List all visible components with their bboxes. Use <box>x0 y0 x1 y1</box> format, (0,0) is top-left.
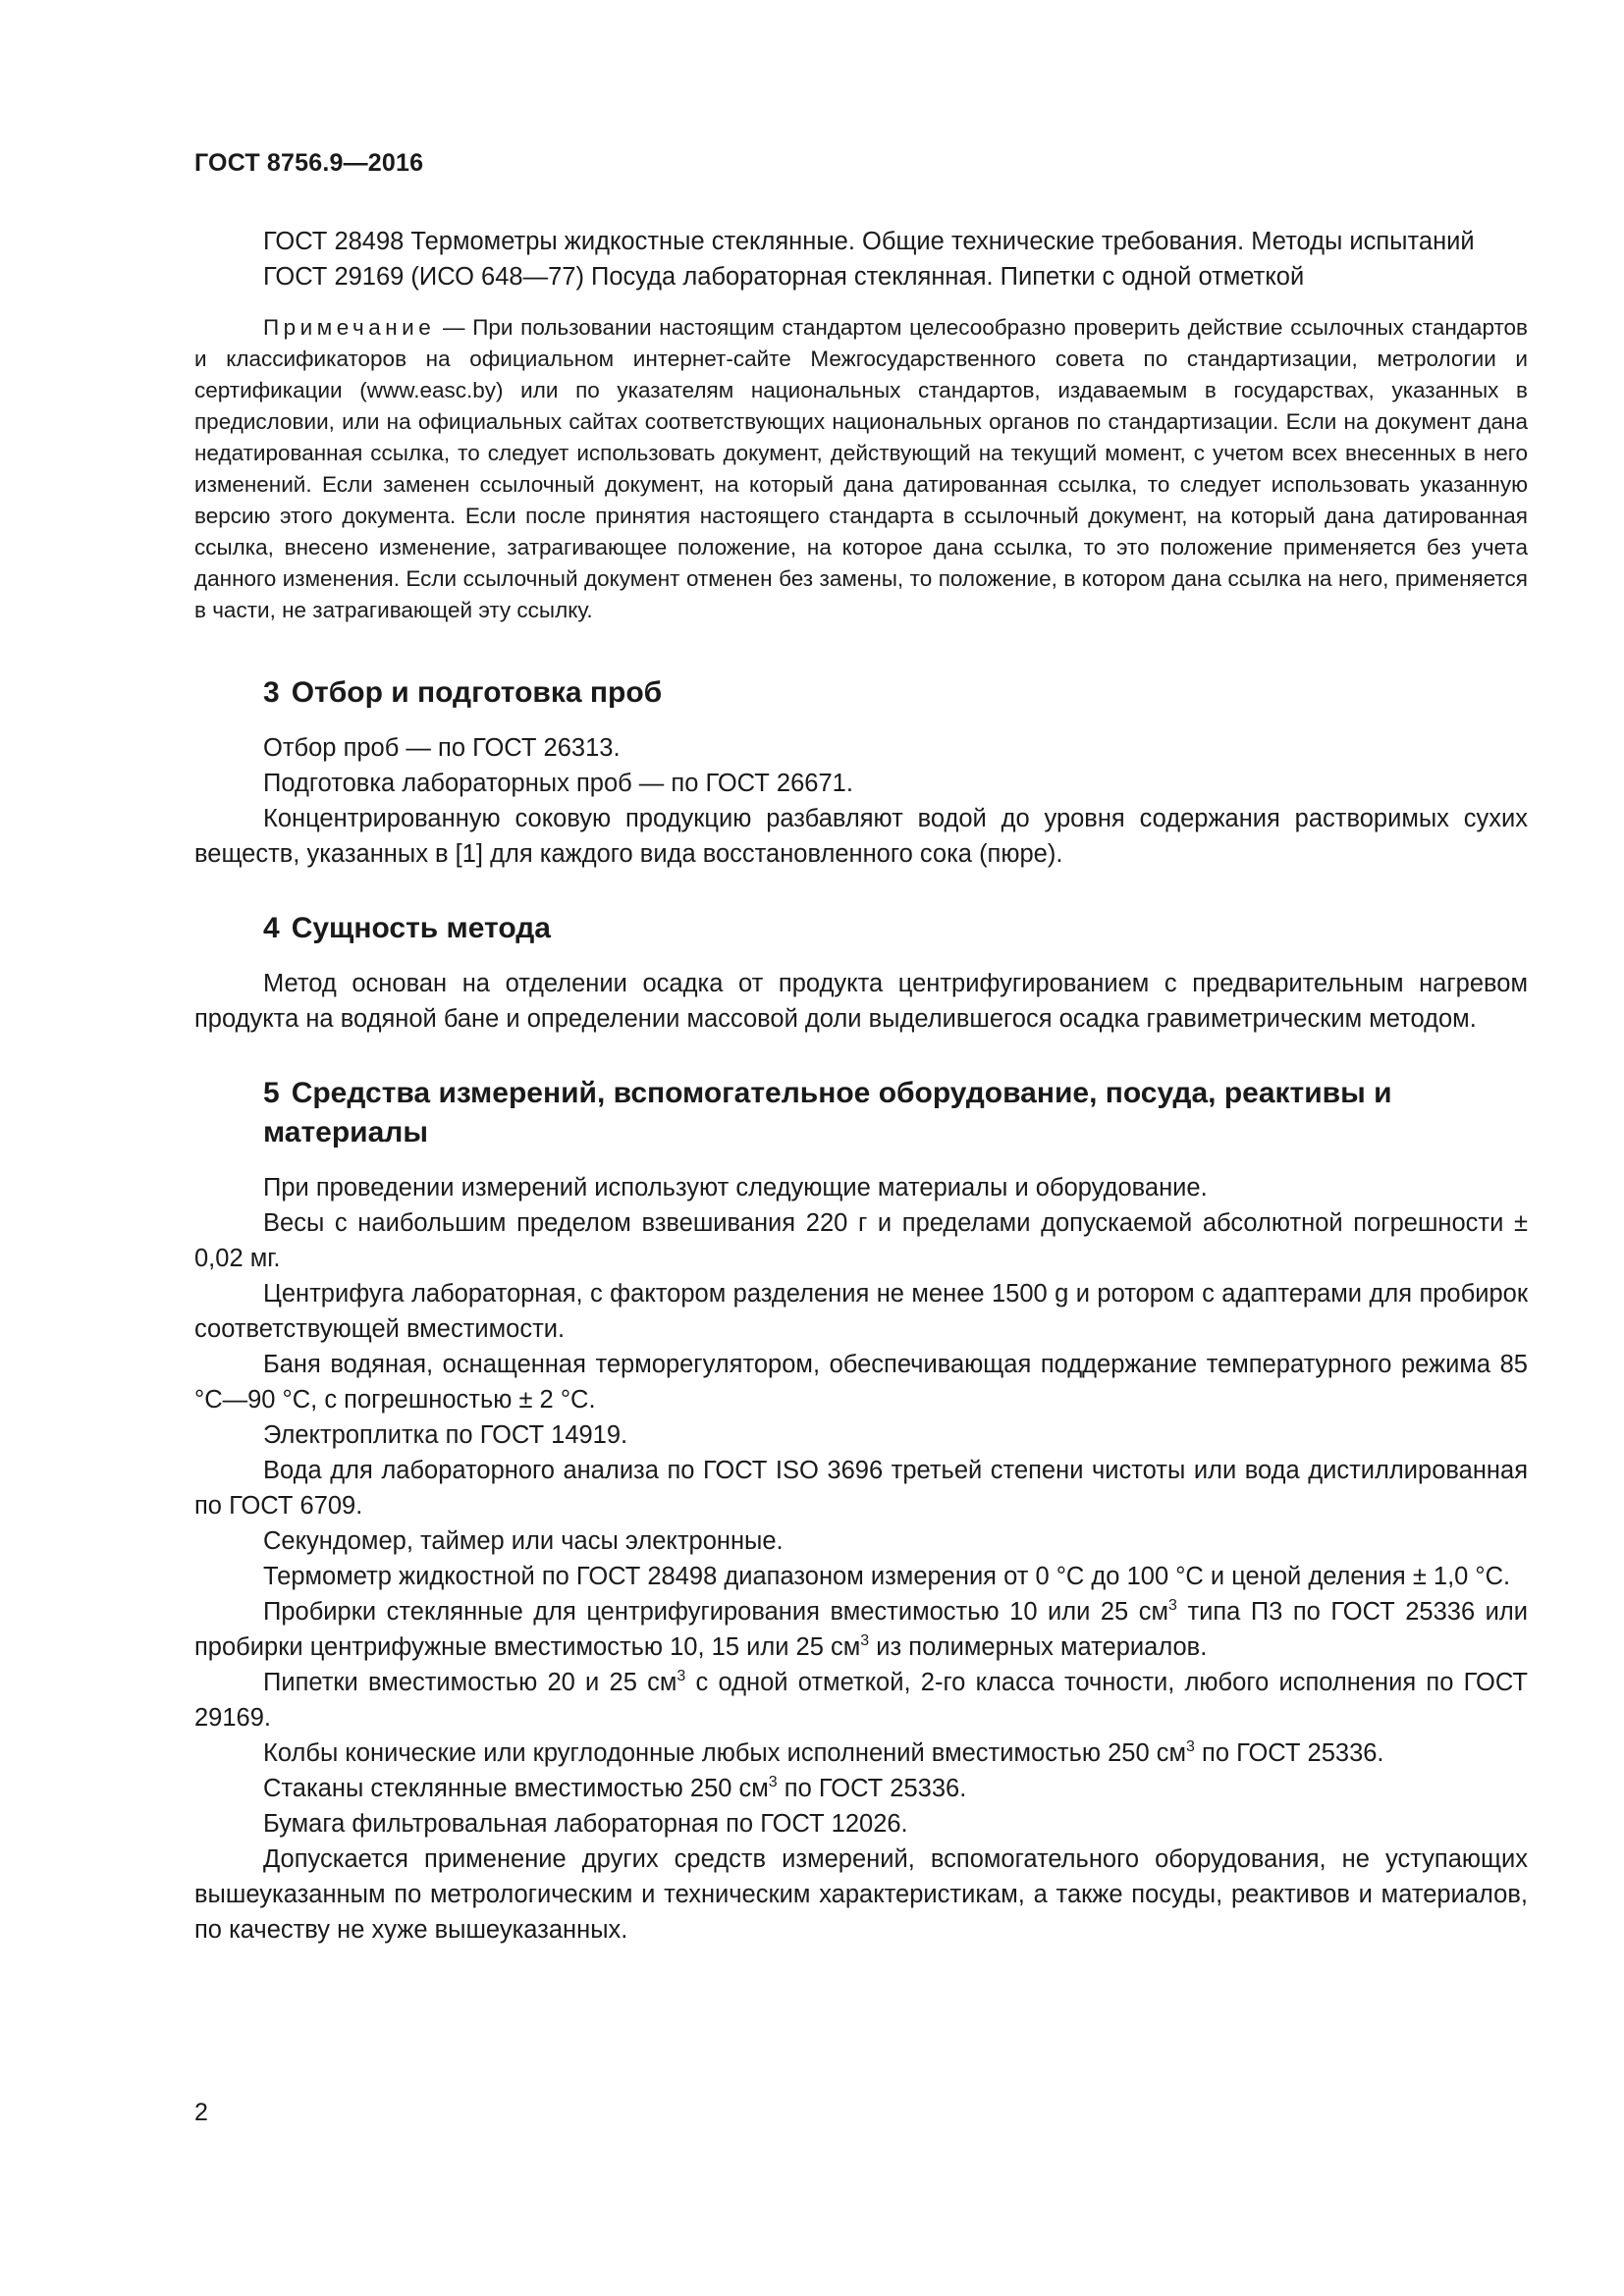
text-run: Стаканы стеклянные вместимостью 250 см <box>263 1775 769 1802</box>
section-heading-4 <box>194 909 1528 948</box>
section-number: 3 <box>263 676 280 709</box>
document-header: ГОСТ 8756.9—2016 <box>194 149 424 177</box>
text-run: из полимерных материалов. <box>869 1633 1208 1661</box>
paragraph: Секундомер, таймер или часы электронные. <box>263 1527 784 1555</box>
section-heading-3 <box>194 673 1528 713</box>
section-title: Отбор и подготовка проб <box>291 676 663 709</box>
section-heading-5 <box>194 1074 1528 1152</box>
paragraph: Баня водяная, оснащенная терморегулятором, обеспечивающая поддержание температурного режима 85 °С—90 °С, с погрешностью ± 2 °С. <box>194 1351 1528 1414</box>
superscript: 3 <box>1168 1597 1177 1614</box>
paragraph: Электроплитка по ГОСТ 14919. <box>263 1421 628 1449</box>
text-run: Пипетки вместимостью 20 и 25 см <box>263 1669 677 1696</box>
superscript: 3 <box>677 1668 686 1684</box>
paragraph: Подготовка лабораторных проб — по ГОСТ 26671. <box>263 770 853 797</box>
text-run: по ГОСТ 25336. <box>777 1775 967 1802</box>
paragraph: Отбор проб — по ГОСТ 26313. <box>263 734 621 762</box>
reference-item: ГОСТ 29169 (ИСО 648—77) Посуда лабораторная стеклянная. Пипетки с одной отметкой <box>263 263 1305 291</box>
text-run: типа П3 по ГОСТ 25336 или пробирки центрифужные вместимостью 10, 15 или 25 см <box>194 1598 1528 1661</box>
paragraph <box>194 1594 1528 1665</box>
paragraph: При проведении измерений используют следующие материалы и оборудование. <box>263 1174 1208 1201</box>
paragraph: Концентрированную соковую продукцию разбавляют водой до уровня содержания растворимых сухих веществ, указанных в [1] для каждого вида восстановленного сока (пюре). <box>194 805 1528 868</box>
text-run: с одной отметкой, 2-го класса точности, любого исполнения по ГОСТ 29169. <box>194 1669 1528 1732</box>
text-run: Колбы конические или круглодонные любых исполнений вместимостью 250 см <box>263 1739 1187 1767</box>
superscript: 3 <box>860 1632 870 1649</box>
paragraph <box>194 1771 1528 1806</box>
section-title: Сущность метода <box>291 912 551 944</box>
note-label: Примечание <box>263 315 436 340</box>
paragraph: Допускается применение других средств измерений, вспомогательного оборудования, не уступающих вышеуказанным по метрологическим и техническим характеристикам, а также посуды, реактивов и материалов, по качеству не хуже вышеуказанных. <box>194 1845 1528 1944</box>
text-run: по ГОСТ 25336. <box>1194 1739 1384 1767</box>
page-number: 2 <box>194 2099 208 2126</box>
superscript: 3 <box>1186 1738 1195 1755</box>
text-run: Пробирки стеклянные для центрифугирования вместимостью 10 или 25 см <box>263 1598 1169 1626</box>
superscript: 3 <box>768 1774 778 1790</box>
paragraph: Бумага фильтровальная лабораторная по ГОСТ 12026. <box>263 1810 908 1838</box>
page-content <box>194 224 1528 1948</box>
note-text: — При пользовании настоящим стандартом целесообразно проверить действие ссылочных стандартов и классификаторов на официальном интернет-сайте Межгосударственного совета по стандартизации, метрологии и сертификации (www.easc.by) или по указателям национальных стандартов, издаваемым в государствах, указанных в предисловии, или на официальных сайтах соответствующих национальных органов по стандартизации. Если на документ дана недатированная ссылка, то следует использовать документ, действующий на текущий момент, с учетом всех внесенных в него изменений. Если заменен ссылочный документ, на который дана датированная ссылка, то следует использовать указанную версию этого документа. Если после принятия настоящего стандарта в ссылочный документ, на который дана датированная ссылка, внесено изменение, затрагивающее положение, на которое дана ссылка, то это положение применяется без учета данного изменения. Если ссылочный документ отменен без замены, то положение, в котором дана ссылка на него, применяется в части, не затрагивающей эту ссылку. <box>194 315 1528 622</box>
paragraph: Вода для лабораторного анализа по ГОСТ ISO 3696 третьей степени чистоты или вода дистиллированная по ГОСТ 6709. <box>194 1457 1528 1520</box>
paragraph: Метод основан на отделении осадка от продукта центрифугированием с предварительным нагревом продукта на водяной бане и определении массовой доли выделившегося осадка гравиметрическим методом. <box>194 970 1528 1033</box>
paragraph: Центрифуга лабораторная, с фактором разделения не менее 1500 g и ротором с адаптерами для пробирок соответствующей вместимости. <box>194 1280 1528 1343</box>
paragraph <box>194 1665 1528 1735</box>
paragraph <box>194 1735 1528 1771</box>
section-number: 5 <box>263 1077 280 1109</box>
section-title: Средства измерений, вспомогательное оборудование, посуда, реактивы и материалы <box>263 1077 1392 1148</box>
paragraph: Термометр жидкостной по ГОСТ 28498 диапазоном измерения от 0 °С до 100 °С и ценой деления ± 1,0 °С. <box>263 1563 1511 1590</box>
reference-item: ГОСТ 28498 Термометры жидкостные стеклянные. Общие технические требования. Методы испытаний <box>263 228 1475 255</box>
paragraph: Весы с наибольшим пределом взвешивания 220 г и пределами допускаемой абсолютной погрешности ± 0,02 мг. <box>194 1209 1528 1272</box>
section-number: 4 <box>263 912 280 944</box>
note-block <box>194 312 1528 626</box>
